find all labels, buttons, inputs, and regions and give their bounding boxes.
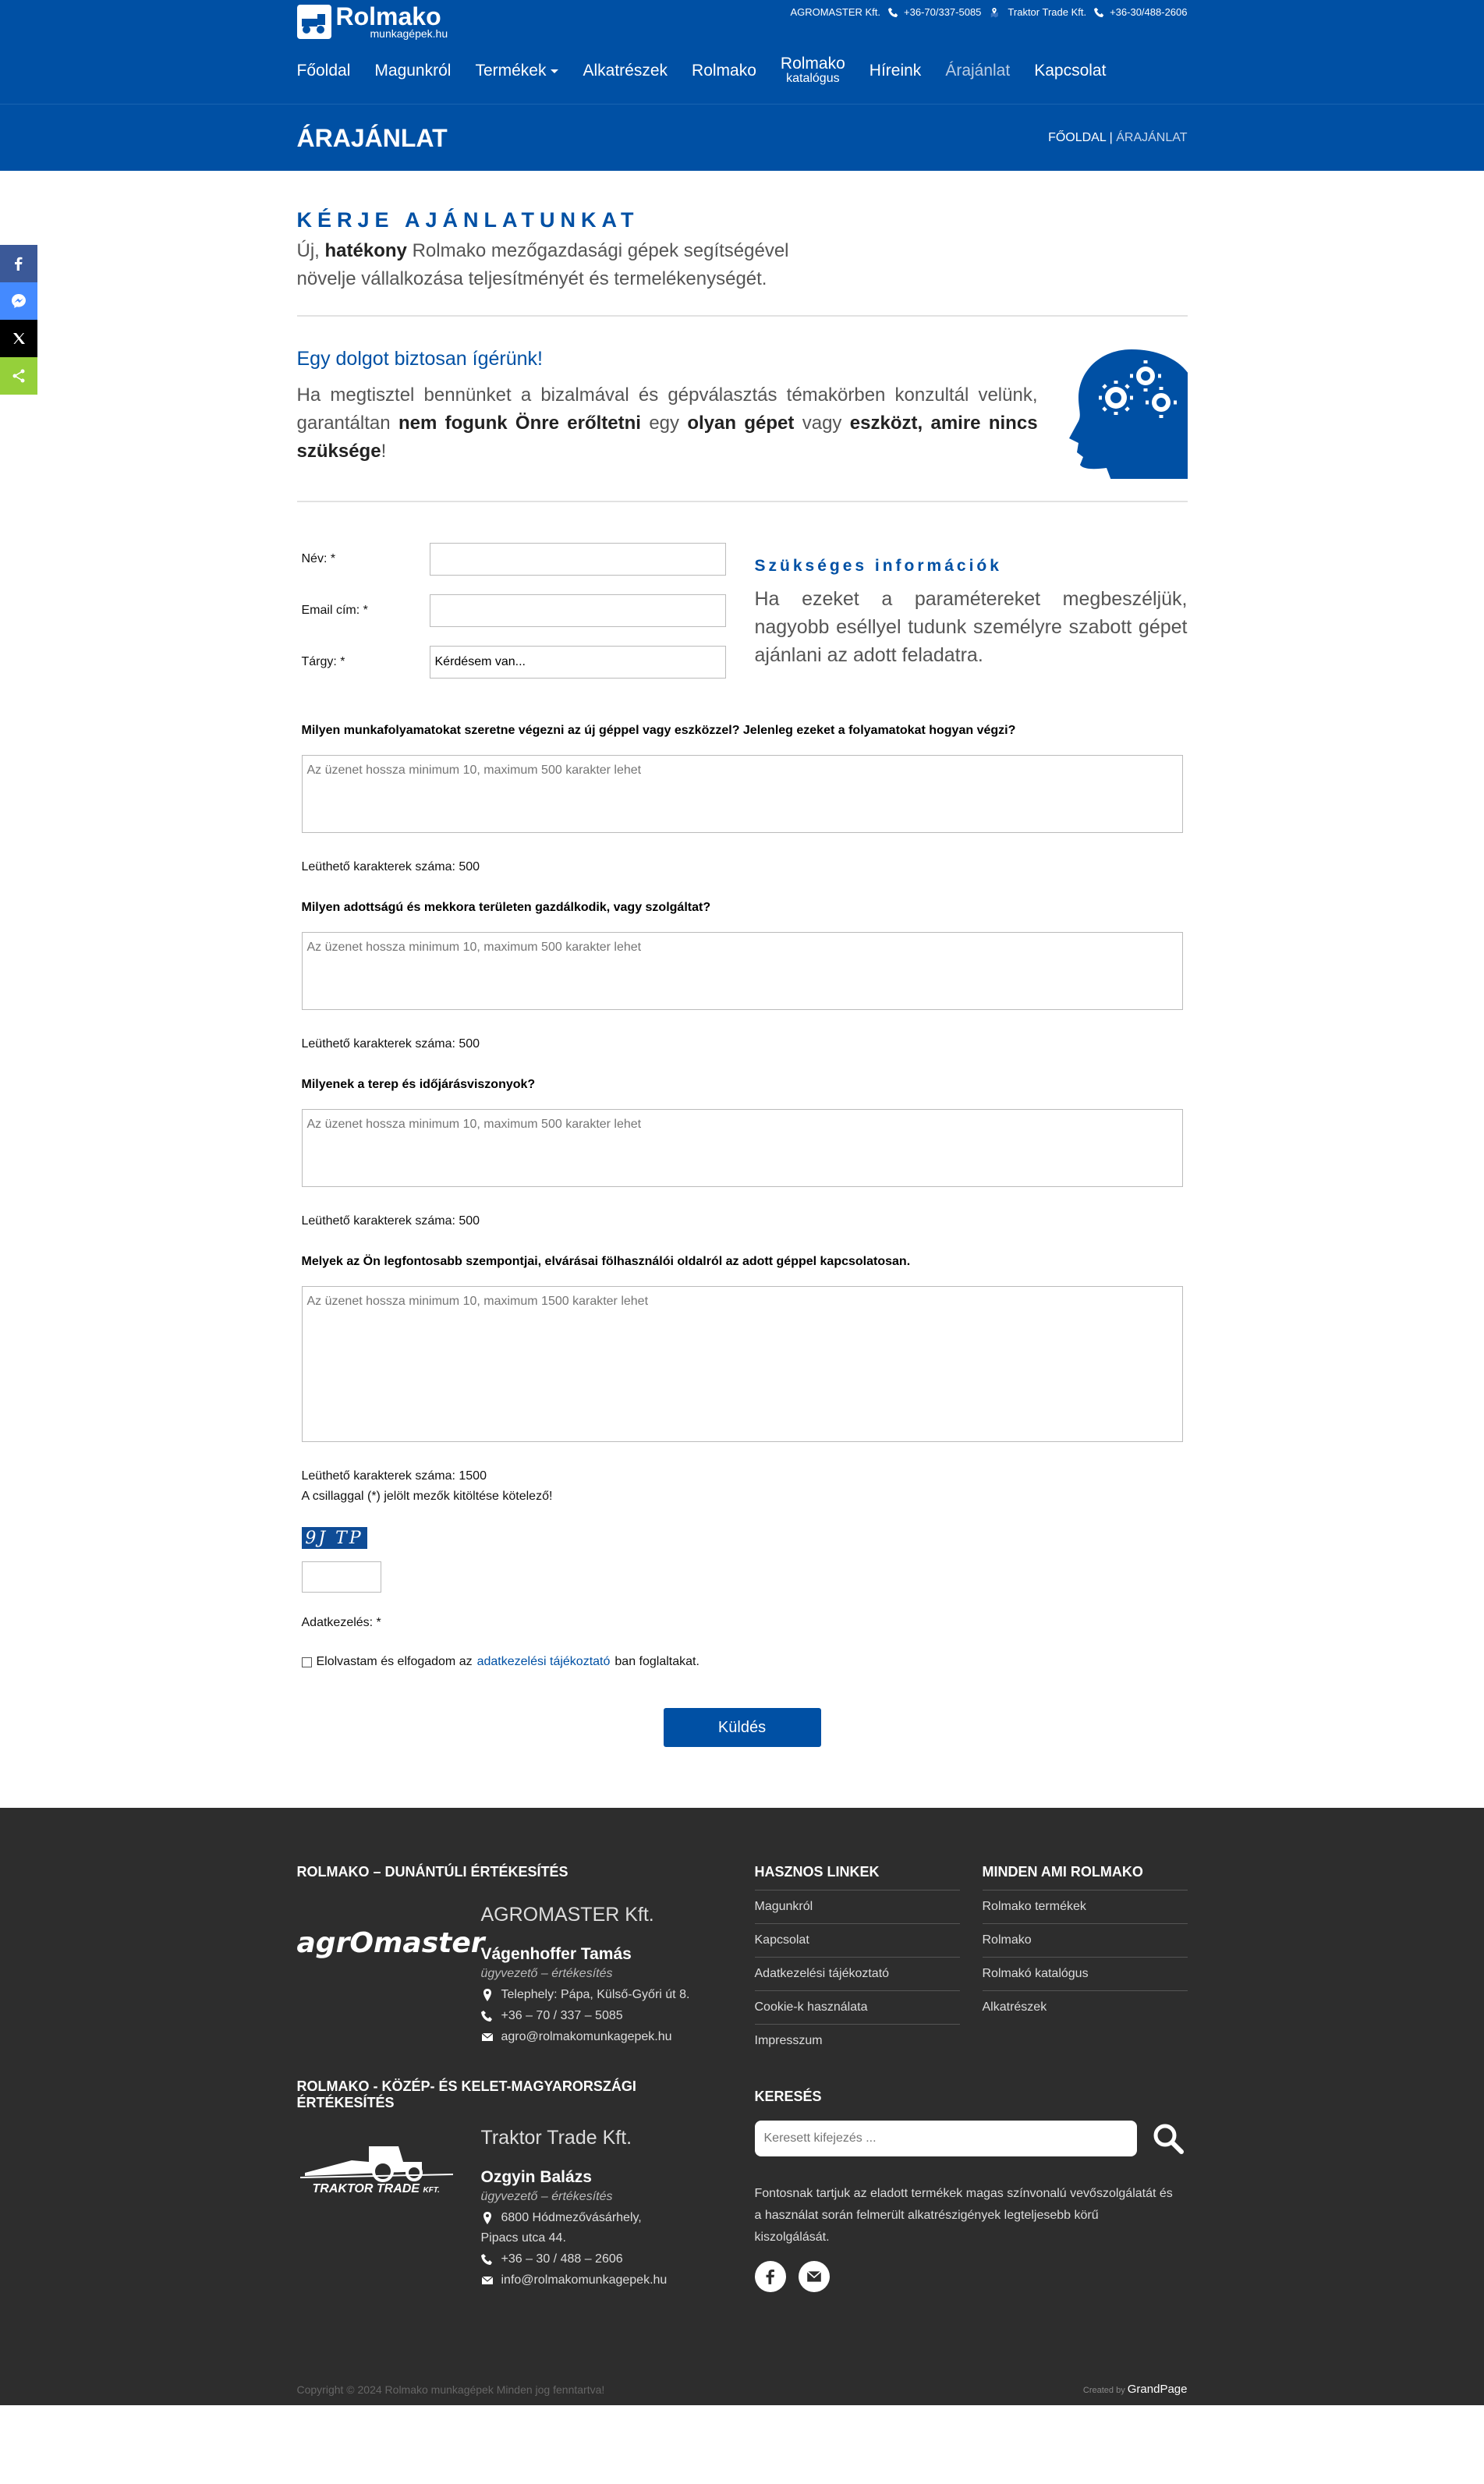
east-role: ügyvezető – értékesítés <box>480 2190 613 2203</box>
search-title: KERESÉS <box>754 2089 822 2104</box>
facebook-icon <box>762 2268 779 2285</box>
share-icon <box>11 368 27 384</box>
question-block <box>297 724 1188 874</box>
contact2-company: Traktor Trade Kft. <box>1008 6 1087 18</box>
hero-text-pre: Új, <box>296 240 320 261</box>
breadcrumb-current: ÁRAJÁNLAT <box>1116 131 1188 144</box>
question-block <box>297 1078 1188 1228</box>
map-pin-icon[interactable] <box>989 7 1000 18</box>
name-input[interactable] <box>430 543 726 576</box>
phone-icon <box>888 7 899 18</box>
nav-label: Főoldal <box>296 62 351 80</box>
consent-label: Adatkezelés: * <box>301 1616 381 1629</box>
west-company-name: AGROMASTER Kft. <box>480 1904 654 1926</box>
envelope-icon <box>806 2268 823 2285</box>
traktor-trade-logo-sub: KFT. <box>423 2186 440 2195</box>
nav-label: Kapcsolat <box>1034 62 1107 80</box>
nav-label: Rolmako <box>692 62 756 80</box>
consent-row <box>297 1655 1188 1669</box>
contact-fields <box>297 543 734 697</box>
envelope-icon <box>481 2274 494 2287</box>
all-rolmako-title: MINDEN AMI ROLMAKO <box>982 1864 1143 1880</box>
nav-magunkrol[interactable] <box>374 63 451 79</box>
logo-mark-icon <box>297 5 331 39</box>
captcha-image: 9J TP <box>302 1527 367 1549</box>
traktor-trade-logo <box>297 2127 481 2205</box>
footer-link[interactable]: Rolmakó katalógus <box>983 1957 1188 1990</box>
east-company <box>297 2127 734 2287</box>
consent-checkbox[interactable] <box>302 1657 312 1667</box>
east-email-text: info@rolmakomunkagepek.hu <box>501 2273 668 2287</box>
footer-sales <box>297 1864 734 2292</box>
nav-termekek[interactable] <box>475 63 558 79</box>
logo-title: Rolmako <box>335 2 441 30</box>
east-phone-text: +36 – 30 / 488 – 2606 <box>501 2252 623 2266</box>
messenger-share-button[interactable] <box>0 282 37 320</box>
email-label: Email cím: * <box>301 604 368 617</box>
east-sales-title: ROLMAKO - KÖZÉP- ÉS KELET-MAGYARORSZÁGI ÉRTÉKESÍTÉS <box>296 2078 636 2110</box>
page-title-bar <box>0 104 1484 171</box>
breadcrumb-separator: | <box>1109 131 1113 144</box>
envelope-icon <box>481 2031 494 2043</box>
nav-alkatreszek[interactable] <box>583 63 668 79</box>
char-counter: Leüthető karakterek száma: 500 <box>301 1214 480 1228</box>
footer-link[interactable]: Magunkról <box>755 1890 960 1923</box>
footer-right <box>755 1864 1188 2292</box>
traktor-trade-logo-text <box>313 2182 440 2196</box>
west-address <box>481 1988 731 2002</box>
promise-section <box>297 338 1188 479</box>
x-share-button[interactable] <box>0 320 37 357</box>
location-icon <box>481 1989 494 2001</box>
contact2-phone-text: +36-30/488-2606 <box>1110 6 1188 18</box>
nav-sublabel: katalógus <box>786 72 840 85</box>
captcha <box>297 1527 1188 1593</box>
footer-link[interactable]: Rolmako termékek <box>983 1890 1188 1923</box>
privacy-policy-link[interactable]: adatkezelési tájékoztató <box>476 1655 611 1668</box>
social-links <box>755 2261 1188 2292</box>
west-phone[interactable] <box>481 2009 731 2023</box>
west-phone-text: +36 – 70 / 337 – 5085 <box>501 2009 623 2022</box>
east-address-line1: 6800 Hódmezővásárhely, <box>501 2211 642 2224</box>
promise-t2: egy <box>649 413 680 434</box>
west-sales-title: ROLMAKO – DUNÁNTÚLI ÉRTÉKESÍTÉS <box>296 1864 568 1880</box>
promise-b2: olyan gépet <box>687 413 795 434</box>
subject-input[interactable] <box>430 646 726 679</box>
nav-label: Árajánlat <box>945 62 1011 80</box>
promise-t3: vagy <box>802 413 842 434</box>
traktor-trade-logo-name: TRAKTOR TRADE <box>312 2182 420 2195</box>
hero-text-post: Rolmako mezőgazdasági gépek segítségével növelje vállalkozása teljesítményét és termelékenységét. <box>296 240 789 289</box>
east-address-line2: Pipacs utca 44. <box>480 2231 566 2245</box>
footer-note: Fontosnak tartjuk az eladott termékek magas színvonalú vevőszolgálatát és a használat során felmerült alkatrészigények legteljesebb körű kiszolgálását. <box>754 2187 1173 2244</box>
footer-search <box>755 2089 1188 2156</box>
promise-t1: Ha megtisztel bennünket a bizalmával és gépválasztás témakörben konzultál velünk, garantáltan <box>296 384 1038 434</box>
promise-title: Egy dolgot biztosan ígérünk! <box>296 348 543 370</box>
question-textarea[interactable] <box>302 755 1183 833</box>
consent-text-pre: Elolvastam és elfogadom az <box>316 1655 473 1668</box>
nav-fooldal[interactable] <box>297 63 351 79</box>
info-box <box>755 543 1188 697</box>
promise-b3: eszközt, amire nincs szüksége <box>296 413 1038 462</box>
question-textarea[interactable] <box>302 932 1183 1010</box>
nav-rolmako-katalogus[interactable] <box>781 56 845 86</box>
question-label: Milyenek a terep és időjárásviszonyok? <box>301 1078 536 1091</box>
email-row <box>297 594 734 627</box>
nav-hireink[interactable] <box>870 63 922 79</box>
promise-b1: nem fogunk Önre erőltetni <box>398 413 641 434</box>
info-text: Ha ezeket a paramétereket megbeszéljük, nagyobb eséllyel tudunk személyre szabott gépet ajánlani az adott feladatra. <box>754 588 1188 666</box>
logo-subtitle: munkagépek.hu <box>370 27 448 40</box>
info-title: Szükséges információk <box>754 557 1002 575</box>
quote-form-top <box>297 543 1188 697</box>
nav-label: Magunkról <box>374 62 452 80</box>
share-bar <box>0 245 37 395</box>
east-person: Ozgyin Balázs <box>480 2168 592 2186</box>
west-role: ügyvezető – értékesítés <box>480 1967 613 1980</box>
east-phone[interactable] <box>481 2252 731 2266</box>
page-title: ÁRAJÁNLAT <box>296 123 448 152</box>
promise-text <box>297 381 1038 466</box>
breadcrumb <box>1048 131 1187 145</box>
promise-t4: ! <box>381 441 387 462</box>
east-address-text <box>480 2211 642 2245</box>
site-footer <box>0 1808 1484 2405</box>
question-block <box>297 1255 1188 1483</box>
submit-wrap <box>297 1708 1188 1808</box>
main-nav <box>297 56 1131 86</box>
contact1-phone[interactable] <box>888 6 981 18</box>
useful-links <box>755 1864 960 2057</box>
footer-link[interactable]: Rolmako <box>983 1923 1188 1957</box>
name-label: Név: * <box>301 552 336 565</box>
location-icon <box>481 2212 494 2224</box>
breadcrumb-home[interactable]: FŐOLDAL <box>1048 131 1107 144</box>
consent-text-post: ban foglaltakat. <box>614 1655 699 1668</box>
phone-icon <box>1094 7 1105 18</box>
nav-arajanlat[interactable] <box>945 63 1010 79</box>
search-icon[interactable] <box>1151 2121 1185 2156</box>
question-block <box>297 901 1188 1051</box>
phone-icon <box>481 2010 494 2022</box>
head-gears-icon <box>1069 346 1188 479</box>
required-note: A csillaggal (*) jelölt mezők kitöltése kötelező! <box>301 1490 553 1503</box>
site-logo[interactable] <box>297 2 448 40</box>
facebook-icon <box>11 256 27 271</box>
char-counter: Leüthető karakterek száma: 1500 <box>301 1469 487 1483</box>
nav-label: Híreink <box>869 62 922 80</box>
char-counter: Leüthető karakterek száma: 500 <box>301 1037 480 1051</box>
footer-link[interactable]: Alkatrészek <box>983 1990 1188 2024</box>
x-icon <box>11 331 27 346</box>
agromaster-logo <box>296 1904 485 1982</box>
contact2-phone[interactable] <box>1094 6 1187 18</box>
east-address <box>481 2211 731 2245</box>
nav-label: Termékek <box>475 62 547 80</box>
submit-button[interactable]: Küldés <box>664 1708 821 1747</box>
hero-title: KÉRJE AJÁNLATUNKAT <box>296 208 639 232</box>
east-email[interactable] <box>481 2273 731 2287</box>
nav-rolmako[interactable] <box>692 63 756 79</box>
char-counter: Leüthető karakterek száma: 500 <box>301 860 480 873</box>
nav-label: Rolmako <box>780 55 845 73</box>
footer-link[interactable]: Adatkezelési tájékoztató <box>755 1957 960 1990</box>
sharethis-button[interactable] <box>0 357 37 395</box>
phone-icon <box>481 2253 494 2266</box>
facebook-share-button[interactable] <box>0 245 37 282</box>
footer-link[interactable]: Kapcsolat <box>755 1923 960 1957</box>
facebook-link[interactable] <box>755 2261 786 2292</box>
copyright-text: Copyright © 2024 Rolmako munkagépek Minden jog fenntartva! <box>296 2383 605 2396</box>
email-link[interactable] <box>799 2261 830 2292</box>
question-label: Milyen adottságú és mekkora területen gazdálkodik, vagy szolgáltat? <box>301 901 711 914</box>
nav-kapcsolat[interactable] <box>1034 63 1106 79</box>
agromaster-logo-text: agrOmaster <box>296 1926 485 1959</box>
all-rolmako-links <box>983 1864 1188 2057</box>
footer-link[interactable]: Impresszum <box>755 2024 960 2057</box>
west-person: Vágenhoffer Tamás <box>480 1945 632 1963</box>
divider <box>297 315 1188 317</box>
captcha-input[interactable] <box>302 1561 381 1593</box>
west-email-text: agro@rolmakomunkagepek.hu <box>501 2030 672 2043</box>
question-textarea[interactable] <box>302 1286 1183 1442</box>
hero-text <box>297 237 812 293</box>
created-by[interactable] <box>1083 2383 1188 2396</box>
west-address-text: Telephely: Pápa, Külső-Győri út 8. <box>501 1988 690 2001</box>
subject-row <box>297 646 734 679</box>
top-contacts <box>790 6 1187 18</box>
copyright-bar <box>0 2383 1484 2396</box>
question-textarea[interactable] <box>302 1109 1183 1187</box>
name-row <box>297 543 734 576</box>
site-header <box>0 0 1484 104</box>
footer-link[interactable]: Cookie-k használata <box>755 1990 960 2024</box>
divider <box>297 501 1188 502</box>
email-input[interactable] <box>430 594 726 627</box>
creator-name: GrandPage <box>1127 2383 1188 2396</box>
contact1-company: AGROMASTER Kft. <box>790 6 881 18</box>
tractor-icon <box>297 2135 453 2182</box>
question-label: Milyen munkafolyamatokat szeretne végezni az új géppel vagy eszközzel? Jelenleg ezeket a folyamatokat hogyan végzi? <box>301 724 1016 737</box>
question-label: Melyek az Ön legfontosabb szempontjai, elvárásai fölhasználói oldalról az adott géppel kapcsolatosan. <box>301 1255 911 1268</box>
west-email[interactable] <box>481 2030 731 2044</box>
east-company-name: Traktor Trade Kft. <box>480 2127 632 2149</box>
messenger-icon <box>11 293 27 309</box>
hero-text-bold: hatékony <box>324 240 407 261</box>
west-company <box>297 1904 734 2044</box>
search-input[interactable] <box>755 2121 1137 2156</box>
subject-label: Tárgy: * <box>301 655 345 668</box>
caret-down-icon <box>551 69 558 73</box>
useful-links-title: HASZNOS LINKEK <box>754 1864 880 1880</box>
contact1-phone-text: +36-70/337-5085 <box>904 6 982 18</box>
created-by-label: Created by <box>1082 2386 1125 2395</box>
main-content <box>297 171 1188 1808</box>
nav-label: Alkatrészek <box>583 62 668 80</box>
